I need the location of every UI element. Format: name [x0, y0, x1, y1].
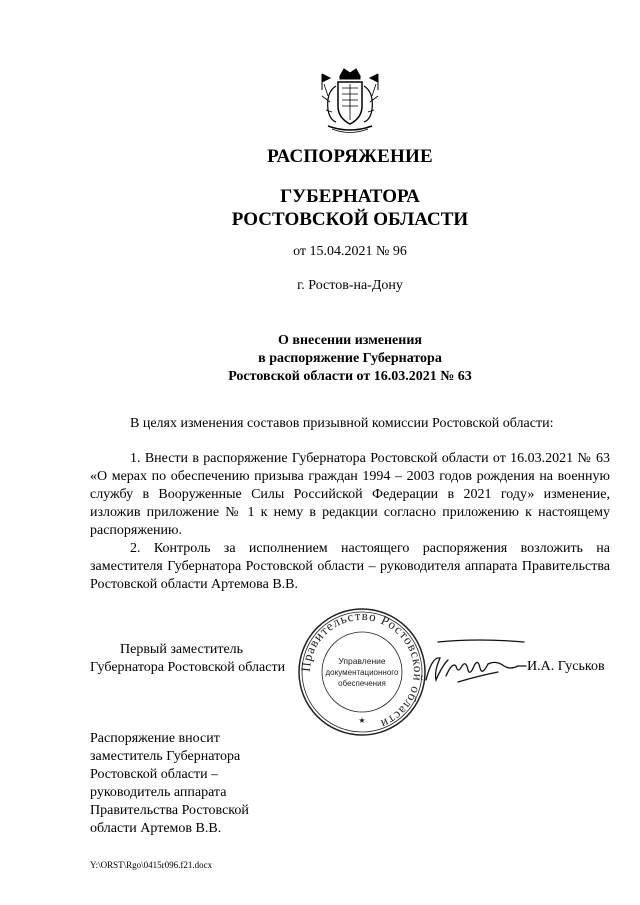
rostov-oblast-coat-of-arms-icon: [318, 66, 382, 134]
issuer-title: [80, 185, 620, 231]
issuer-line-2: РОСТОВСКОЙ ОБЛАСТИ: [231, 209, 469, 230]
introducer-line-2: заместитель Губернатора: [90, 749, 241, 764]
subject-line-3: Ростовской области от 16.03.2021 № 63: [228, 369, 472, 384]
signer-position-line-1: Первый заместитель: [120, 642, 244, 657]
document-date-number: от 15.04.2021 № 96: [293, 244, 407, 259]
seal-inner-line-3: обеспечения: [338, 679, 386, 688]
subject-line-1: О внесении изменения: [278, 333, 422, 348]
seal-inner-line-2: документационного: [325, 668, 399, 677]
footer-file-path: Y:\ORST\Rgo\0415r096.f21.docx: [90, 860, 213, 870]
signer-position-line-2: Губернатора Ростовской области: [90, 660, 286, 675]
body-intro-paragraph: В целях изменения составов призывной комиссии Ростовской области:: [130, 416, 554, 431]
signer-position: [90, 641, 285, 677]
introducer-line-3: Ростовской области –: [90, 767, 219, 782]
introducer-line-1: Распоряжение вносит: [90, 731, 220, 746]
svg-text:★: ★: [358, 716, 366, 725]
handwritten-signature-icon: [418, 636, 528, 696]
document-type-title: РАСПОРЯЖЕНИЕ: [267, 146, 433, 167]
document-subject: [80, 332, 620, 386]
signer-name: И.А. Гуськов: [527, 659, 605, 674]
official-round-seal-icon: [296, 606, 428, 738]
document-city: г. Ростов-на-Дону: [297, 278, 403, 293]
subject-line-2: в распоряжение Губернатора: [258, 351, 442, 366]
introducer-line-5: Правительства Ростовской: [90, 803, 249, 818]
body-item-2: 2. Контроль за исполнением настоящего распоряжения возложить на заместителя Губернатора Ростовской области – руководителя аппарата Правительства Ростовской области Артемова В.В.: [90, 541, 610, 592]
introducer-block: [90, 730, 310, 838]
seal-outer-text: Правительство Ростовской области: [297, 607, 427, 733]
issuer-line-1: ГУБЕРНАТОРА: [280, 186, 420, 207]
body-item-1: 1. Внести в распоряжение Губернатора Ростовской области от 16.03.2021 № 63 «О мерах по обеспечению призыва граждан 1994 – 2003 годов рождения на военную службу в Вооруженные Силы Российской Федерации в 2021 году» изменение, изложив приложение № 1 к нему в редакции согласно приложению к настоящему распоряжению.: [90, 451, 610, 538]
seal-inner-line-1: Управление: [338, 656, 386, 666]
introducer-line-4: руководитель аппарата: [90, 785, 227, 800]
introducer-line-6: области Артемов В.В.: [90, 821, 222, 836]
